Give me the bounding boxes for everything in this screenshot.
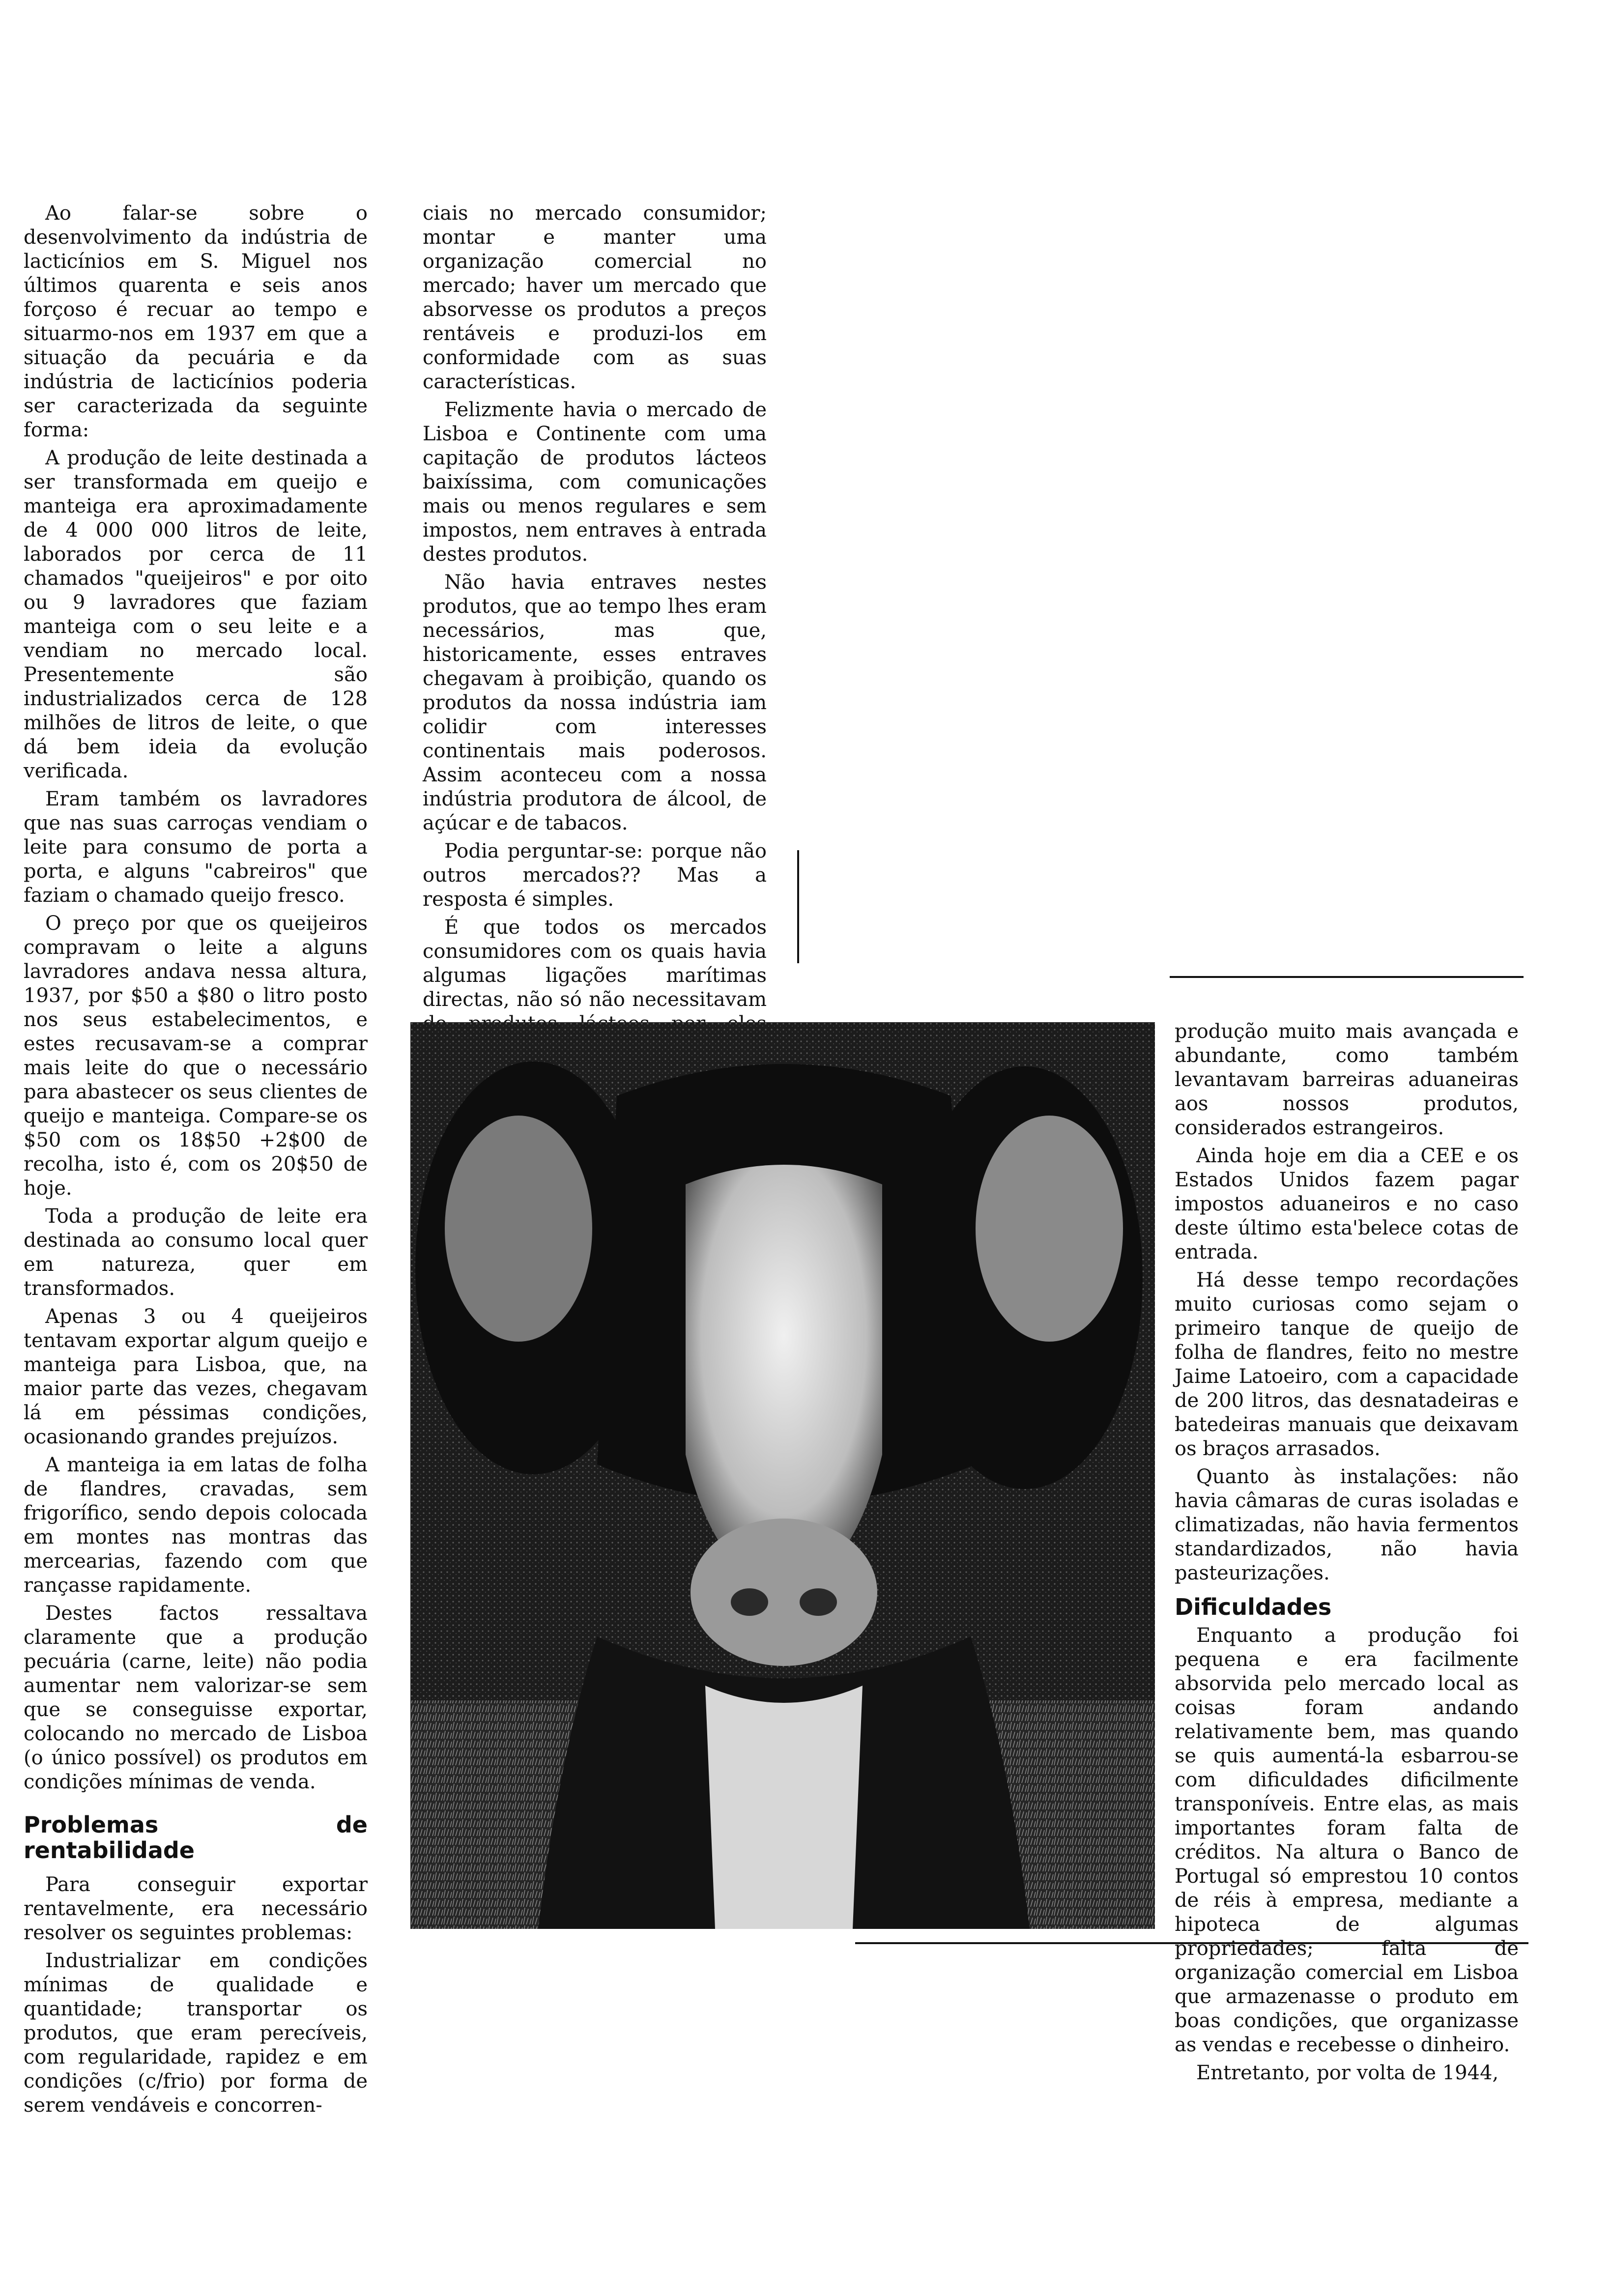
section-heading-problemas: Problemas de rentabilidade bbox=[24, 1811, 368, 1864]
paragraph: A manteiga ia em latas de folha de flandres, cravadas, sem frigorífico, sendo depois colocada em montes nas montras das mercearias, fazendo com que rançasse rapidamente. bbox=[24, 1454, 368, 1597]
paragraph: Apenas 3 ou 4 queijeiros tentavam exportar algum queijo e manteiga para Lisboa, que, na maior parte das vezes, chegavam lá em péssimas condições, ocasionando grandes prejuízos. bbox=[24, 1305, 368, 1448]
paragraph: Há desse tempo recordações muito curiosas como sejam o primeiro tanque de queijo de folha de flandres, feito no mestre Jaime Latoeiro, com a capacidade de 200 litros, das desnatadeiras e batedeiras manuais que deixavam os braços arrasados. bbox=[1175, 1269, 1519, 1460]
paragraph: Ao falar-se sobre o desenvolvimento da indústria de lacticínios em S. Miguel nos últimos quarenta e seis anos forçoso é recuar ao tempo e situarmo-nos em 1937 em que a situação da pecuária e da indústria de lacticínios poderia ser caracterizada da seguinte forma: bbox=[24, 202, 368, 441]
paragraph: Industrializar em condições mínimas de qualidade e quantidade; transportar os produtos, que eram perecíveis, com regularidade, rapidez e em condições (c/frio) por forma de serem vendáveis e concorren- bbox=[24, 1950, 368, 2117]
paragraph: Quanto às instalações: não havia câmaras de curas isoladas e climatizadas, não havia fermentos standardizados, não havia pasteurizações. bbox=[1175, 1465, 1519, 1584]
article-column-2 bbox=[423, 201, 767, 1064]
paragraph: Ainda hoje em dia a CEE e os Estados Unidos fazem pagar impostos aduaneiros e no caso deste último esta'belece cotas de entrada. bbox=[1175, 1145, 1519, 1263]
cow-photo-illustration bbox=[410, 1022, 1155, 1929]
cow-head-photo bbox=[410, 1022, 1155, 1929]
paragraph: A produção de leite destinada a ser transformada em queijo e manteiga era aproximadamente de 4 000 000 litros de leite, laborados por cerca de 11 chamados "queijeiros" e por oito ou 9 lavradores que faziam manteiga com o seu leite e a vendiam no mercado local. Presentemente são industrializados cerca de 128 milhões de litros de leite, o que dá bem ideia da evolução verificada. bbox=[24, 447, 368, 782]
paragraph: Felizmente havia o mercado de Lisboa e Continente com uma capitação de produtos lácteos baixíssima, com comunicações mais ou menos regulares e sem impostos, nem entraves à entrada destes produtos. bbox=[423, 399, 767, 566]
paragraph: Podia perguntar-se: porque não outros mercados?? Mas a resposta é simples. bbox=[423, 840, 767, 911]
paragraph: Entretanto, por volta de 1944, bbox=[1196, 2062, 1499, 2084]
paragraph: produção muito mais avançada e abundante, como também levantavam barreiras aduaneiras aos nossos produtos, considerados estrangeiros. bbox=[1175, 1020, 1519, 1139]
column-rule-horizontal bbox=[1170, 976, 1524, 978]
section-heading-dificuldades: Dificuldades bbox=[1175, 1594, 1332, 1620]
paragraph: Enquanto a produção foi pequena e era facilmente absorvida pelo mercado local as coisas foram andando relativamente bem, mas quando se quis aumentá-la esbarrou-se com dificuldades dificilmente transponíveis. Entre elas, as mais importantes foram falta de créditos. Na altura o Banco de Portugal só emprestou 10 contos de réis à empresa, mediante a hipoteca de algumas propriedades; falta de organização comercial em Lisboa que armazenasse o produto em boas condições, que organizasse as vendas e recebesse o dinheiro. bbox=[1175, 1624, 1519, 2056]
column-rule-vertical bbox=[797, 850, 799, 963]
paragraph: Eram também os lavradores que nas suas carroças vendiam o leite para consumo de porta a porta, e alguns "cabreiros" que faziam o chamado queijo fresco. bbox=[24, 788, 368, 907]
article-column-1 bbox=[24, 201, 368, 2122]
article-column-3 bbox=[1175, 1020, 1519, 2089]
paragraph: Para conseguir exportar rentavelmente, era necessário resolver os seguintes problemas: bbox=[24, 1873, 368, 1944]
paragraph: Destes factos ressaltava claramente que a produção pecuária (carne, leite) não podia aumentar nem valorizar-se sem que se conseguisse exportar, colocando no mercado de Lisboa (o único possível) os produtos em condições mínimas de venda. bbox=[24, 1602, 368, 1793]
paragraph: O preço por que os queijeiros compravam o leite a alguns lavradores andava nessa altura, 1937, por $50 a $80 o litro posto nos seus estabelecimentos, e estes recusavam-se a comprar mais leite do que o necessário para abastecer os seus clientes de queijo e manteiga. Compare-se os $50 com os 18$50 +2$00 de recolha, isto é, com os 20$50 de hoje. bbox=[24, 912, 368, 1200]
paragraph: ciais no mercado consumidor; montar e manter uma organização comercial no mercado; haver um mercado que absorvesse os produtos a preços rentáveis e produzi-los em conformidade com as suas características. bbox=[423, 202, 767, 393]
paragraph: Não havia entraves nestes produtos, que ao tempo lhes eram necessários, mas que, historicamente, esses entraves chegavam à proibição, quando os produtos da nossa indústria iam colidir com interesses continentais mais poderosos. Assim aconteceu com a nossa indústria produtora de álcool, de açúcar e de tabacos. bbox=[423, 571, 767, 834]
paragraph: É que todos os mercados consumidores com os quais havia algumas ligações marítimas directas, não só não necessitavam bbox=[423, 916, 767, 1011]
paragraph: Toda a produção de leite era destinada ao consumo local quer em natureza, quer em transformados. bbox=[24, 1205, 368, 1300]
